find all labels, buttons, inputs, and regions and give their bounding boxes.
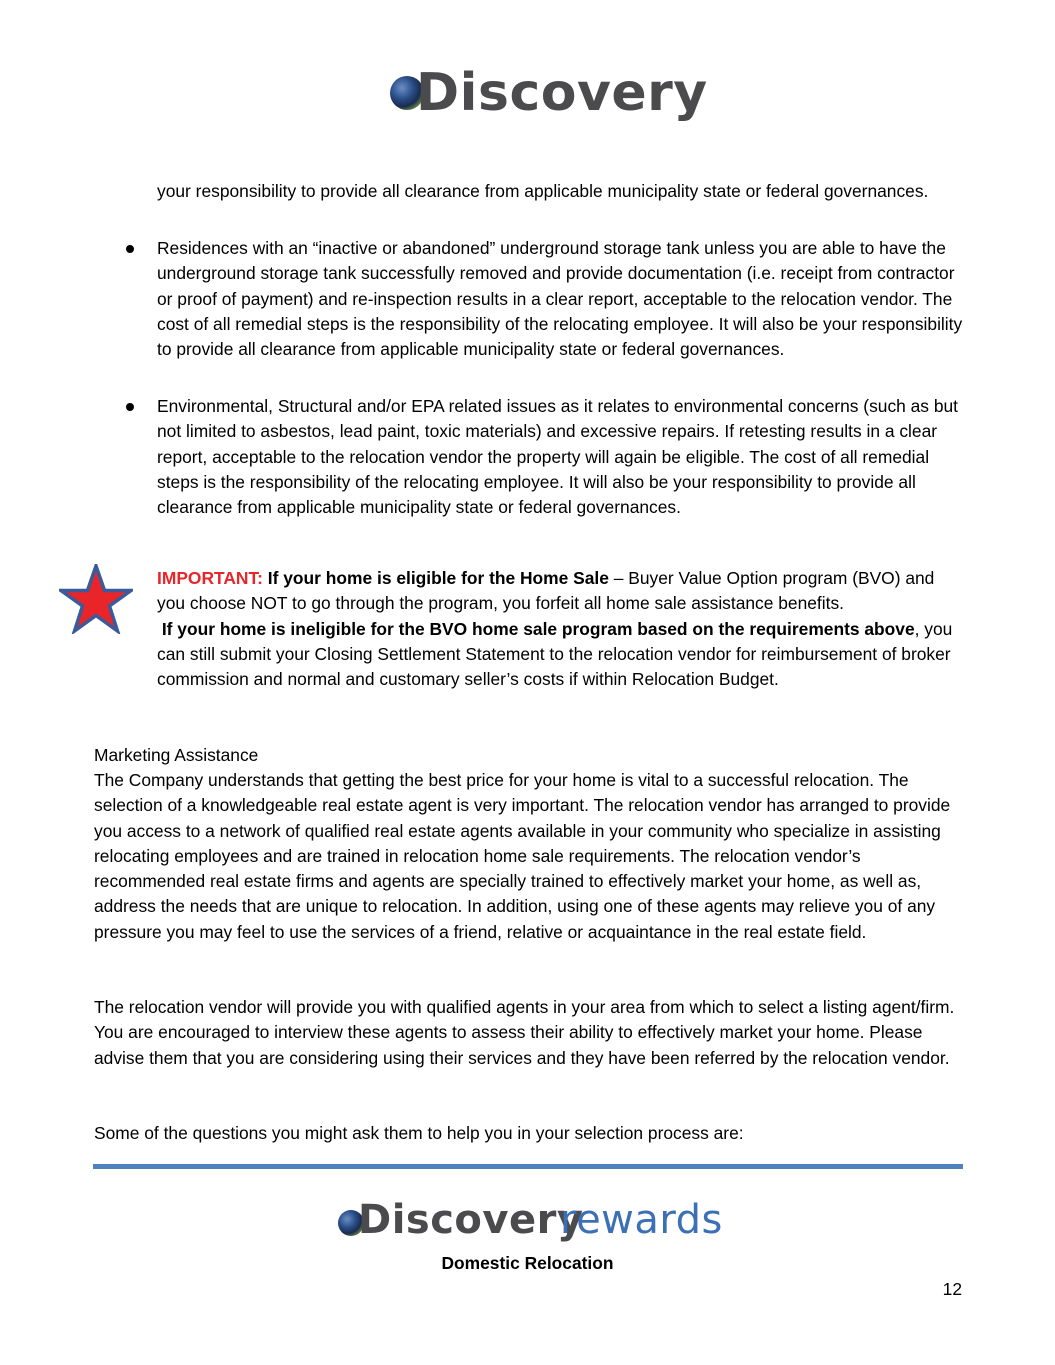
important-text-1: – Buyer Value Option program (BVO) and you choose NOT to go through the program, you forfeit all home sale assistance benefits. — [157, 568, 935, 614]
footer-divider — [93, 1164, 963, 1169]
bullet-icon — [126, 245, 134, 253]
continuation-text: your responsibility to provide all clearance from applicable municipality state or federal governances. — [157, 181, 929, 201]
important-label: IMPORTANT: — [157, 568, 263, 588]
section-heading: Marketing Assistance — [94, 745, 259, 765]
logo-text-accent: rewards — [560, 1197, 723, 1243]
important-text-2: , you can still submit your Closing Settlement Statement to the relocation vendor for reimbursement of broker commission and normal and customary seller’s costs if within Relocation Budget. — [157, 618, 953, 690]
important-notice — [157, 566, 967, 692]
marketing-paragraph-3: Some of the questions you might ask them to help you in your selection process are: — [94, 1123, 744, 1143]
discovery-rewards-logo — [338, 1196, 728, 1246]
marketing-paragraph-2: The relocation vendor will provide you with qualified agents in your area from which to select a listing agent/firm. You are encouraged to interview these agents to assess their ability to effectively market your home. Please advise them that you are considering using their services and they have been referred by the relocation vendor. — [94, 997, 955, 1068]
bullet-item: Residences with an “inactive or abandoned” underground storage tank unless you are able to have the underground storage tank successfully removed and provide documentation (i.e. receipt from contractor or proof of payment) and re-inspection results in a clear report, acceptable to the relocation vendor. The cost of all remedial steps is the responsibility of the relocating employee. It will also be your responsibility to provide all clearance from applicable municipality state or federal governances. — [157, 238, 963, 360]
logo-text: Discovery — [416, 63, 708, 123]
logo-text-main: Discovery — [358, 1197, 584, 1243]
discovery-logo — [388, 62, 708, 128]
bullet-icon — [126, 403, 134, 411]
bullet-item: Environmental, Structural and/or EPA related issues as it relates to environmental concerns (such as but not limited to asbestos, lead paint, toxic materials) and excessive repairs. If retesting results in a clear report, acceptable to the relocation vendor the property will again be eligible. The cost of all remedial steps is the responsibility of the relocating employee. It will also be your responsibility to provide all clearance from applicable municipality state or federal governances. — [157, 396, 959, 518]
marketing-paragraph-1: The Company understands that getting the best price for your home is vital to a successful relocation. The selection of a knowledgeable real estate agent is very important. The relocation vendor has arranged to provide you access to a network of qualified real estate agents available in your community who specialize in assisting relocating employees and are trained in relocation home sale requirements. The relocation vendor’s recommended real estate firms and agents are specially trained to effectively market your home, as well as, address the needs that are unique to relocation. In addition, using one of these agents may relieve you of any pressure you may feel to use the services of a friend, relative or acquaintance in the real estate field. — [94, 770, 951, 942]
star-icon — [59, 564, 133, 634]
important-bold-2: If your home is ineligible for the BVO home sale program based on the requirements above — [161, 618, 915, 639]
page-number: 12 — [942, 1279, 962, 1299]
footer-title: Domestic Relocation — [441, 1253, 614, 1273]
important-bold-1: If your home is eligible for the Home Sale — [267, 568, 609, 588]
